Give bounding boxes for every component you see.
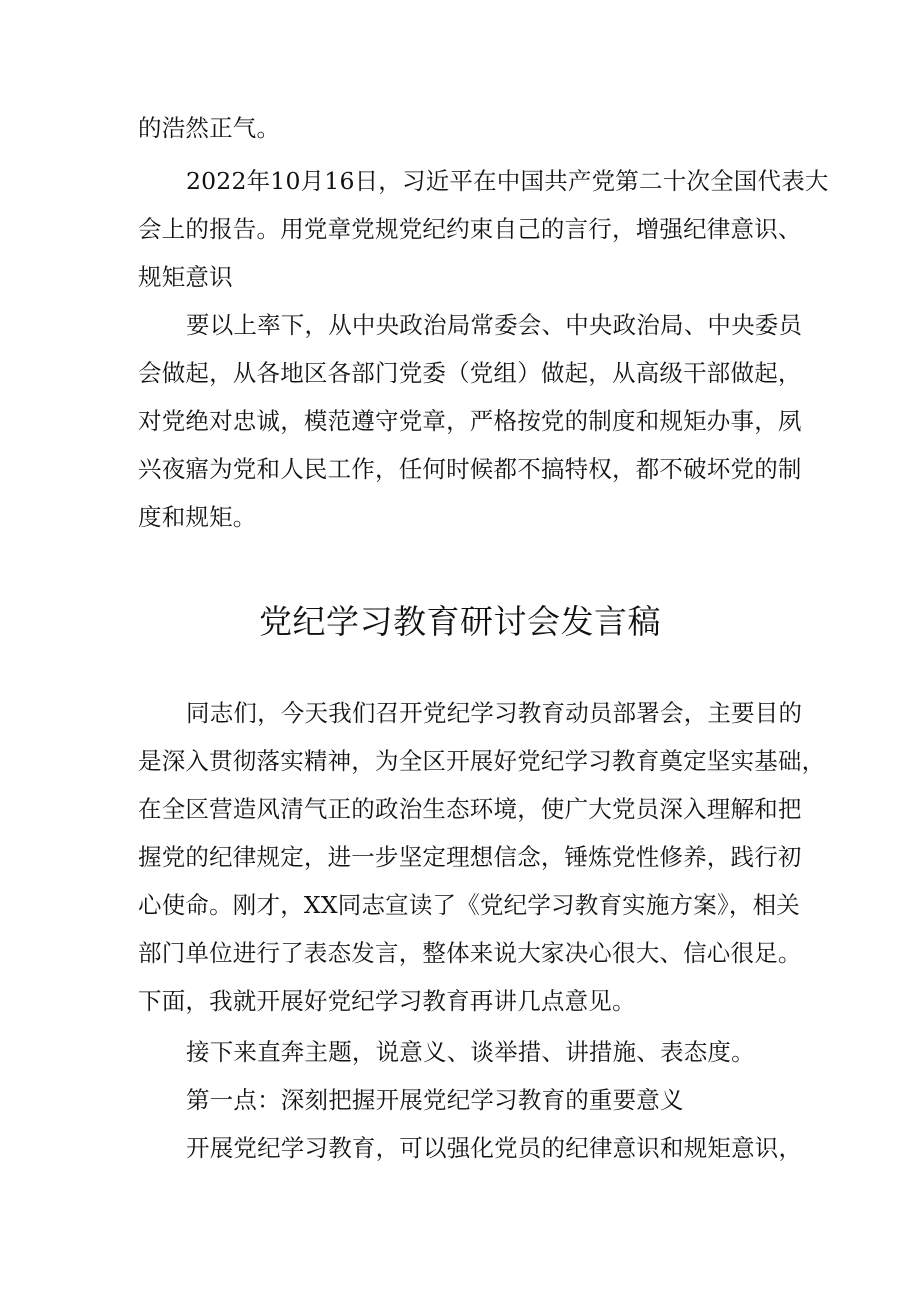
paragraph-line: 同志们，今天我们召开党纪学习教育动员部署会，主要目的 — [186, 699, 803, 727]
paragraph-line: 兴夜寤为党和人民工作，任何时候都不搞特权，都不破坏党的制 — [138, 455, 802, 483]
paragraph-line: 握党的纪律规定，进一步坚定理想信念，锤炼党性修养，践行初 — [138, 843, 802, 871]
continuation-line: 的浩然正气。 — [138, 114, 281, 142]
paragraph-line: 会上的报告。用党章党规党纪约束自己的言行，增强纪律意识、 — [138, 215, 802, 243]
paragraph-line: 会做起，从各地区各部门党委（党组）做起，从高级干部做起， — [138, 359, 802, 387]
paragraph-line: 在全区营造风清气正的政治生态环境，使广大党员深入理解和把 — [138, 795, 802, 823]
paragraph-line: 对党绝对忠诚，模范遵守党章，严格按党的制度和规矩办事，夙 — [138, 407, 802, 435]
paragraph-line: 规矩意识 — [138, 263, 233, 291]
paragraph-line: 2022年10月16日，习近平在中国共产党第二十次全国代表大 — [186, 167, 829, 195]
paragraph-line: 下面，我就开展好党纪学习教育再讲几点意见。 — [138, 987, 636, 1015]
page-title: 党纪学习教育研讨会发言稿 — [259, 602, 661, 641]
paragraph-line: 是深入贯彻落实精神，为全区开展好党纪学习教育奠定坚实基础， — [138, 747, 826, 775]
paragraph-line: 要以上率下，从中央政治局常委会、中央政治局、中央委员 — [186, 311, 803, 339]
paragraph-line: 部门单位进行了表态发言，整体来说大家决心很大、信心很足。 — [138, 939, 802, 967]
paragraph-line: 接下来直奔主题，说意义、谈举措、讲措施、表态度。 — [186, 1038, 755, 1066]
paragraph-line: 心使命。刚才，XX同志宣读了《党纪学习教育实施方案》，相关 — [138, 891, 801, 919]
section-heading: 第一点：深刻把握开展党纪学习教育的重要意义 — [186, 1086, 684, 1114]
paragraph-line: 度和规矩。 — [138, 503, 257, 531]
paragraph-line: 开展党纪学习教育，可以强化党员的纪律意识和规矩意识， — [186, 1134, 803, 1162]
